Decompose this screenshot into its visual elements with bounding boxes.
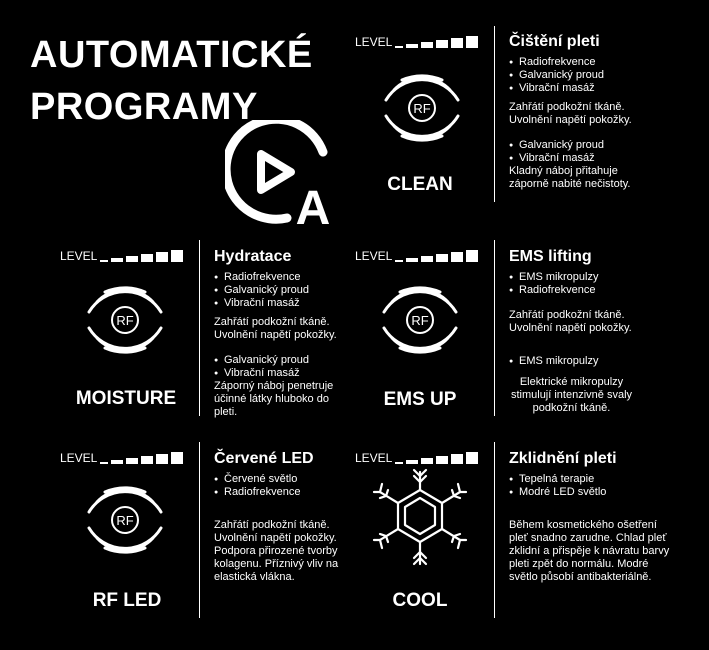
panel-text: Zahřátí podkožní tkáně. Uvolnění napětí pokožky. (509, 309, 632, 334)
panel-text: Zahřátí podkožní tkáně. Uvolnění napětí pokožky. Podpora přirozené tvorby kolagenu. Příznivý vliv na elastická vlákna. (214, 519, 339, 583)
list-item: ● Radiofrekvence (214, 271, 354, 284)
list-item: ● Galvanický proud (509, 69, 699, 82)
mode-label-rf-led: RF LED (92, 590, 162, 611)
mode-label-clean: CLEAN (387, 174, 453, 195)
list-item: ● Modré LED světlo (509, 486, 689, 499)
level-label: LEVEL (60, 249, 98, 263)
panel-title: Čištění pleti (509, 33, 600, 50)
svg-text:RF: RF (116, 313, 134, 328)
rf-waves-icon-moisture (75, 272, 175, 368)
divider (494, 442, 495, 618)
list-item: ● Vibrační masáž (214, 297, 354, 310)
snowflake-icon (370, 468, 470, 572)
rf-waves-icon-ems-up (370, 272, 470, 368)
rf-waves-icon-clean (372, 60, 472, 156)
info-panel-clean (509, 32, 699, 191)
info-panel-moisture (214, 247, 354, 419)
list-item: ● Červené světlo (214, 473, 354, 486)
level-label: LEVEL (355, 451, 393, 465)
info-panel-rf-led (214, 449, 354, 584)
headline-line-1: AUTOMATICKÉ (30, 34, 313, 76)
level-indicator-ems-up (355, 250, 478, 262)
list-item: ● Radiofrekvence (509, 56, 699, 69)
divider (199, 442, 200, 618)
svg-text:RF: RF (413, 101, 431, 116)
list-item: ● Vibrační masáž (509, 82, 699, 95)
headline-line-2: PROGRAMY (30, 86, 258, 128)
panel-title: Zklidnění pleti (509, 450, 617, 467)
level-label: LEVEL (355, 35, 393, 49)
mode-label-moisture: MOISTURE (75, 388, 177, 409)
mode-label-ems-up: EMS UP (383, 389, 457, 410)
info-panel-ems-up (509, 247, 649, 415)
panel-text: Kladný náboj přitahuje záporně nabité nečistoty. (509, 165, 631, 190)
panel-text: Zahřátí podkožní tkáně. Uvolnění napětí pokožky. (509, 101, 632, 126)
list-item: ● Vibrační masáž (509, 152, 699, 165)
level-indicator-rf-led (60, 452, 183, 464)
panel-title: Hydratace (214, 248, 292, 265)
list-item: ● Galvanický proud (214, 284, 354, 297)
list-item: ● Radiofrekvence (214, 486, 354, 499)
list-item: ● Galvanický proud (214, 354, 354, 367)
level-label: LEVEL (60, 451, 98, 465)
level-indicator-cool (355, 452, 478, 464)
list-item: ● Galvanický proud (509, 139, 699, 152)
level-label: LEVEL (355, 249, 393, 263)
divider (494, 26, 495, 202)
panel-text: Během kosmetického ošetření pleť snadno zarudne. Chlad pleť zklidní a přispěje k návratu barvy pleti zpět do normálu. Modré světlo působí antibakteriálně. (509, 519, 670, 583)
list-item: ● EMS mikropulzy (509, 355, 649, 368)
list-item: ● Radiofrekvence (509, 284, 649, 297)
svg-text:RF: RF (411, 313, 429, 328)
list-item: ● EMS mikropulzy (509, 271, 649, 284)
divider (494, 240, 495, 416)
level-indicator-moisture (60, 250, 183, 262)
panel-text: Zahřátí podkožní tkáně. Uvolnění napětí pokožky. (214, 316, 337, 341)
divider (199, 240, 200, 416)
panel-text: Elektrické mikropulzy stimulují intenzivně svaly podkožní tkáně. (510, 376, 633, 414)
panel-text: Záporný náboj penetruje účinné látky hluboko do pleti. (214, 380, 334, 418)
info-panel-cool (509, 449, 689, 584)
svg-text:A: A (295, 182, 331, 230)
panel-title: Červené LED (214, 450, 314, 467)
mode-label-cool: COOL (392, 590, 448, 611)
list-item: ● Vibrační masáž (214, 367, 354, 380)
rf-waves-icon-rf-led (75, 472, 175, 568)
svg-text:RF: RF (116, 513, 134, 528)
level-indicator-clean (355, 36, 478, 48)
panel-title: EMS lifting (509, 248, 592, 265)
auto-play-logo (225, 120, 345, 230)
list-item: ● Tepelná terapie (509, 473, 689, 486)
